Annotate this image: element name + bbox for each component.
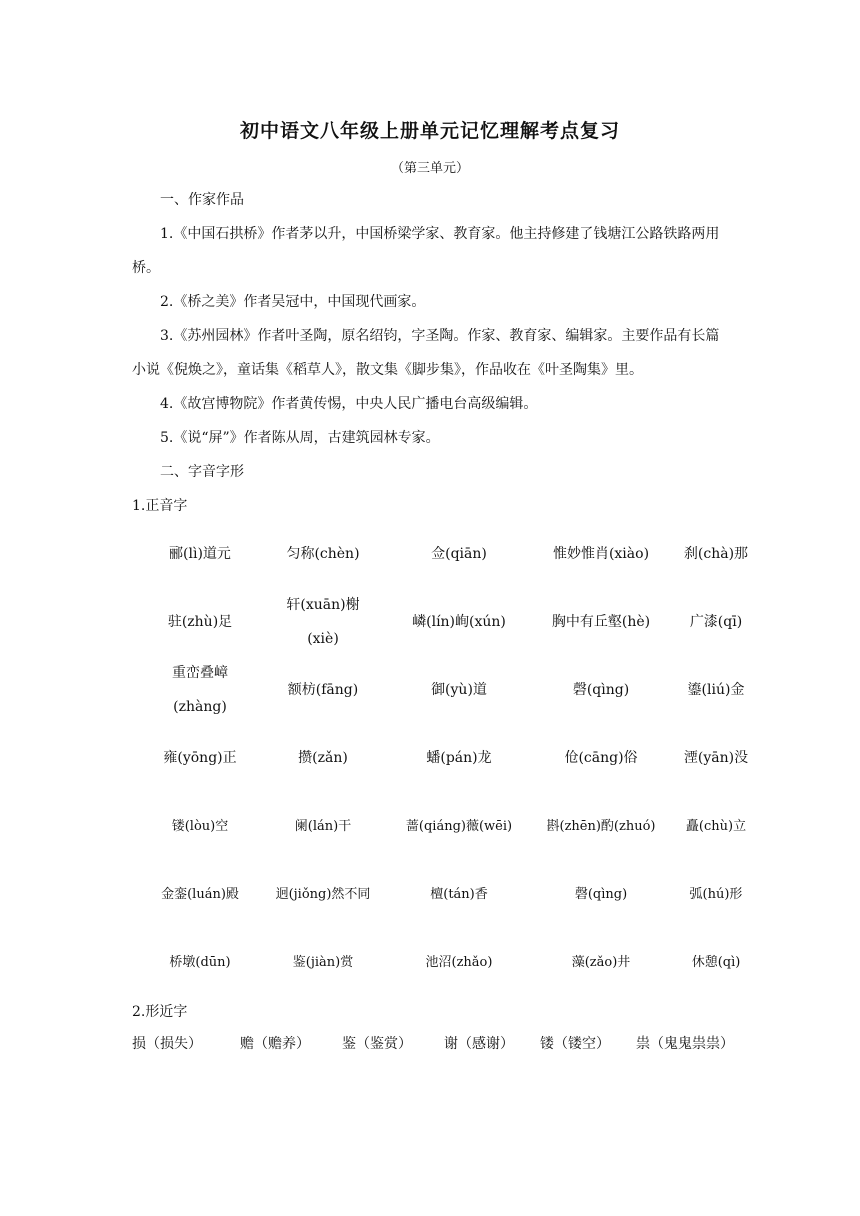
table-cell: [532, 928, 670, 996]
table-cell: [670, 520, 762, 588]
table-row: [140, 724, 762, 792]
author-item: 1.《中国石拱桥》作者茅以升，中国桥梁学家、教育家。他主持修建了钱塘江公路铁路两用桥。: [132, 226, 720, 276]
pronunciation-entry: 弧(hú)形: [689, 886, 743, 902]
similar-char-item: 损（损失）: [132, 1036, 202, 1052]
pronunciation-entry: 攒(zǎn): [298, 750, 348, 766]
pronunciation-entry: 匀称(chèn): [286, 546, 360, 562]
table-cell: [670, 588, 762, 656]
pronunciation-entry: 檀(tán)香: [430, 886, 488, 902]
pronunciation-entry: 矗(chù)立: [685, 818, 747, 834]
table-cell: [532, 860, 670, 928]
pronunciation-entry: 鎏(liú)金: [687, 682, 745, 698]
table-cell: [386, 860, 532, 928]
table-cell: [386, 724, 532, 792]
table-cell: [140, 656, 260, 724]
table-cell: [140, 588, 260, 656]
similar-char-item: 祟（鬼鬼祟祟）: [636, 1036, 734, 1052]
pronunciation-entry: 藻(zǎo)井: [571, 954, 631, 970]
table-cell: [260, 792, 386, 860]
pronunciation-entry: 御(yù)道: [431, 682, 487, 698]
table-cell: [532, 792, 670, 860]
table-row: [140, 656, 762, 724]
pronunciation-entry: 刹(chà)那: [683, 546, 749, 562]
page-subtitle: （第三单元）: [390, 161, 469, 176]
table-cell: [386, 520, 532, 588]
pronunciation-entry: 佥(qiān): [431, 546, 487, 562]
table-cell: [260, 860, 386, 928]
table-cell: [532, 656, 670, 724]
table-row: [140, 588, 762, 656]
table-cell: [386, 588, 532, 656]
table-cell: [260, 656, 386, 724]
author-item: 4.《故宫博物院》作者黄传惕，中央人民广播电台高级编辑。: [160, 396, 538, 412]
pronunciation-entry: 惟妙惟肖(xiào): [552, 546, 650, 562]
pronunciation-entry: 阑(lán)干: [294, 818, 352, 834]
table-cell: [386, 656, 532, 724]
section-heading-pronunciation: 二、字音字形: [160, 464, 244, 480]
table-row: [140, 928, 762, 996]
table-cell: [670, 792, 762, 860]
similar-char-item: 鉴（鉴赏）: [342, 1036, 412, 1052]
pronunciation-entry: 雍(yōng)正: [163, 750, 237, 766]
pronunciation-entry: 轩(xuān)榭(xiè): [286, 597, 360, 647]
pronunciation-entry: 镂(lòu)空: [171, 818, 229, 834]
subheading-similar-characters: 2.形近字: [132, 1004, 188, 1020]
table-row: [140, 792, 762, 860]
pronunciation-entry: 郦(lì)道元: [169, 546, 231, 562]
author-item: 3.《苏州园林》作者叶圣陶，原名绍钧，字圣陶。作家、教育家、编辑家。主要作品有长篇小说《倪焕之》，童话集《稻草人》，散文集《脚步集》，作品收在《叶圣陶集》里。: [132, 328, 720, 378]
similar-characters-row: [132, 1027, 732, 1061]
pronunciation-entry: 休憩(qì): [691, 954, 741, 970]
pronunciation-entry: 额枋(fāng): [287, 682, 359, 698]
pronunciation-entry: 池沼(zhǎo): [425, 954, 493, 970]
pronunciation-entry: 驻(zhù)足: [167, 614, 233, 630]
section-heading-authors: 一、作家作品: [160, 192, 244, 208]
table-row: [140, 520, 762, 588]
table-cell: [140, 520, 260, 588]
pronunciation-entry: 重峦叠嶂(zhàng): [172, 665, 228, 715]
pronunciation-entry: 磬(qìng): [572, 682, 630, 698]
pronunciation-entry: 广漆(qī): [689, 614, 743, 630]
pronunciation-entry: 蔷(qiáng)薇(wēi): [405, 818, 513, 834]
table-cell: [140, 792, 260, 860]
table-cell: [670, 724, 762, 792]
table-cell: [260, 928, 386, 996]
table-cell: [140, 928, 260, 996]
similar-char-item: 镂（镂空）: [540, 1036, 610, 1052]
pronunciation-entry: 胸中有丘壑(hè): [551, 614, 651, 630]
pronunciation-entry: 迥(jiǒng)然不同: [275, 886, 371, 902]
table-cell: [260, 520, 386, 588]
pronunciation-entry: 斟(zhēn)酌(zhuó): [546, 818, 656, 834]
table-cell: [260, 588, 386, 656]
pronunciation-entry: 磬(qìng): [574, 886, 628, 902]
pronunciation-entry: 蟠(pán)龙: [426, 750, 492, 766]
pronunciation-entry: 嶙(lín)峋(xún): [412, 614, 506, 630]
table-cell: [670, 860, 762, 928]
subheading-correct-pronunciation: 1.正音字: [132, 498, 188, 514]
table-cell: [670, 656, 762, 724]
pronunciation-entry: 桥墩(dūn): [169, 954, 231, 970]
table-cell: [532, 588, 670, 656]
table-cell: [386, 792, 532, 860]
similar-char-item: 赡（赡养）: [240, 1036, 310, 1052]
similar-char-item: 谢（感谢）: [444, 1036, 514, 1052]
pronunciation-entry: 金銮(luán)殿: [161, 886, 239, 902]
author-item: 5.《说“屏”》作者陈从周，古建筑园林专家。: [160, 430, 440, 446]
table-cell: [670, 928, 762, 996]
pronunciation-table: [140, 520, 762, 996]
pronunciation-entry: 伧(cāng)俗: [564, 750, 638, 766]
page-title: 初中语文八年级上册单元记忆理解考点复习: [239, 120, 620, 142]
table-cell: [532, 520, 670, 588]
table-cell: [140, 724, 260, 792]
table-cell: [140, 860, 260, 928]
author-item: 2.《桥之美》作者吴冠中，中国现代画家。: [160, 294, 426, 310]
table-row: [140, 860, 762, 928]
table-cell: [532, 724, 670, 792]
table-cell: [386, 928, 532, 996]
table-cell: [260, 724, 386, 792]
pronunciation-entry: 鉴(jiàn)赏: [292, 954, 354, 970]
pronunciation-entry: 湮(yān)没: [683, 750, 749, 766]
